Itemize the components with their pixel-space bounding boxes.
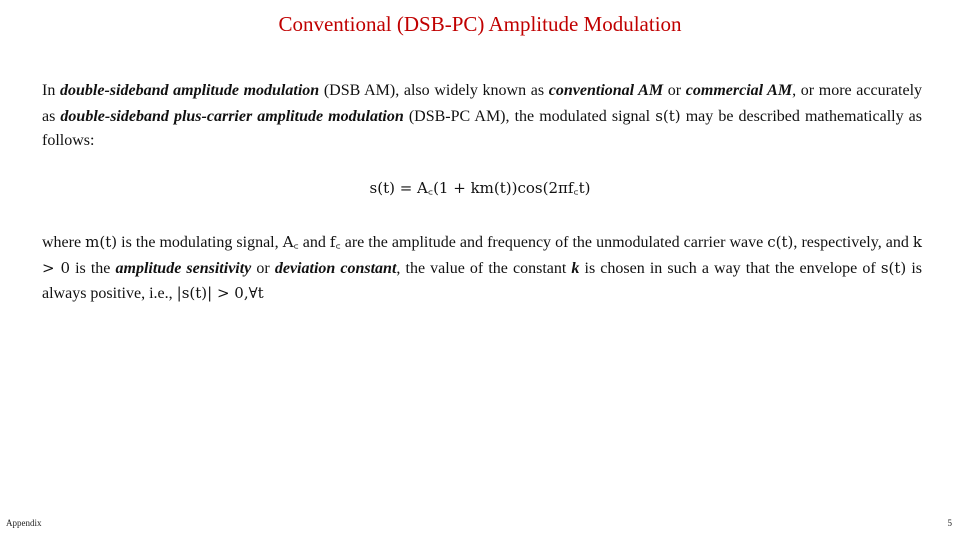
term-dsb-pc-am: double-sideband plus-carrier amplitude modulation xyxy=(60,107,404,125)
text: , or more accurately as xyxy=(42,82,923,125)
text: (DSB-PC AM), the modulated signal xyxy=(403,107,656,125)
term-dsb-am: double-sideband amplitude modulation xyxy=(60,82,320,99)
text: is the modulating signal, xyxy=(117,234,283,251)
text: is always positive, i.e., xyxy=(42,259,923,302)
math-c-of-t: c(t) xyxy=(767,233,794,251)
page-number: 5 xyxy=(947,518,952,528)
modulation-equation: s(t) = A꜀(1 + km(t))cos(2πf꜀t) xyxy=(369,179,591,197)
math-m-of-t: m(t) xyxy=(85,233,118,251)
term-k: k xyxy=(571,259,580,277)
term-commercial-am: commercial AM xyxy=(685,82,793,99)
math-s-of-t: s(t) xyxy=(655,106,681,125)
math-fc: f꜀ xyxy=(329,233,341,251)
slide-title: Conventional (DSB-PC) Amplitude Modulation xyxy=(278,12,682,36)
text: and xyxy=(298,234,330,251)
term-conventional-am: conventional AM xyxy=(548,82,664,99)
definition-paragraph xyxy=(42,230,922,307)
text: is chosen in such a way that the envelope of xyxy=(579,259,881,277)
text: may be described mathematically as follows: xyxy=(42,107,922,149)
text: or xyxy=(663,82,686,99)
term-amplitude-sensitivity: amplitude sensitivity xyxy=(115,259,252,277)
text: is the xyxy=(69,259,116,277)
intro-paragraph xyxy=(42,79,922,154)
text: or xyxy=(251,259,275,277)
text: (DSB AM), also widely known as xyxy=(319,82,549,99)
text: In xyxy=(42,82,61,99)
math-envelope-condition: |s(t)| > 0,∀t xyxy=(176,284,264,302)
math-s-of-t: s(t) xyxy=(880,258,907,277)
term-deviation-constant: deviation constant xyxy=(274,259,397,277)
math-ac: A꜀ xyxy=(282,233,299,251)
text: are the amplitude and frequency of the unmodulated carrier wave xyxy=(340,234,768,251)
text: where xyxy=(42,234,86,251)
footer-section-label: Appendix xyxy=(6,518,42,528)
text: , respectively, and xyxy=(793,234,913,251)
math-k-positive: k > 0 xyxy=(42,233,922,277)
text: , the value of the constant xyxy=(396,259,572,277)
